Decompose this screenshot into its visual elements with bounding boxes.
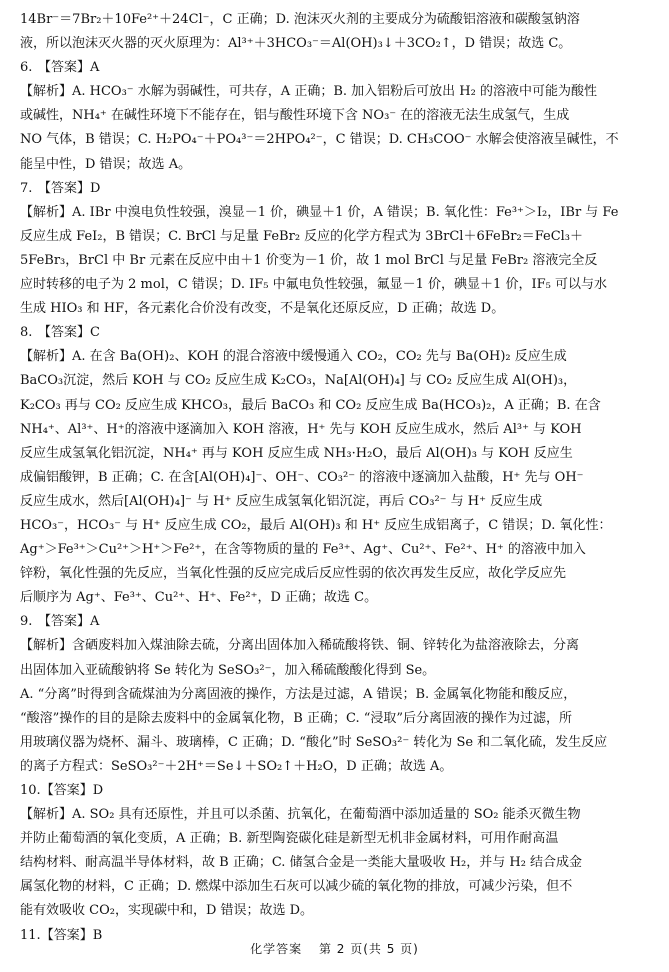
page-content — [20, 8, 653, 948]
question-item — [20, 779, 653, 924]
explanation-line: 反应生成水，然后[Al(OH)₄]⁻ 与 H⁺ 反应生成氢氧化铝沉淀，再后 CO₃²⁻ 与 H⁺ 反应生成 — [20, 493, 543, 509]
answer-line — [20, 321, 653, 345]
question-item — [20, 177, 653, 322]
footer-page-number: 第 2 页(共 5 页) — [318, 942, 419, 956]
question-number: 7. — [20, 180, 33, 196]
explanation-line: “酸溶”操作的目的是除去废料中的金属氧化物，B 正确；C. “浸取”后分离固液的操作为过滤，所 — [20, 710, 573, 726]
answer-items — [20, 56, 653, 947]
explanation-line: K₂CO₃ 再与 CO₂ 反应生成 KHCO₃，最后 BaCO₃ 和 CO₂ 反应生成 Ba(HCO₃)₂，A 正确；B. 在含 — [20, 397, 601, 413]
explanation-line: 后顺序为 Ag⁺、Fe³⁺、Cu²⁺、H⁺、Fe²⁺，D 正确；故选 C。 — [20, 590, 378, 606]
explanation-line: 成偏铝酸钾，B 正确；C. 在含[Al(OH)₄]⁻、OH⁻、CO₃²⁻ 的溶液中逐滴加入盐酸，H⁺ 先与 OH⁻ — [20, 469, 584, 485]
question-number: 6. — [20, 60, 33, 76]
answer-line — [20, 56, 653, 80]
footer-subject: 化学答案 — [250, 942, 303, 956]
question-item — [20, 56, 653, 176]
question-number: 9. — [20, 614, 33, 630]
explanation-line: 能呈中性，D 错误；故选 A。 — [20, 156, 192, 172]
explanation-line: HCO₃⁻，HCO₃⁻ 与 H⁺ 反应生成 CO₂，最后 Al(OH)₃ 和 H⁺ 反应生成铝离子，C 错误；D. 氧化性： — [20, 517, 612, 533]
explanation-line: 【解析】A. IBr 中溴电负性较强，溴显－1 价，碘显＋1 价，A 错误；B. 氧化性：Fe³⁺＞I₂，IBr 与 Fe — [20, 204, 619, 220]
answer-label: 【答案】C — [38, 325, 100, 341]
intro-line: 液，所以泡沫灭火器的灭火原理为：Al³⁺＋3HCO₃⁻＝Al(OH)₃↓＋3CO₂↑，D 错误；故选 C。 — [20, 36, 572, 52]
answer-line — [20, 610, 653, 634]
page-footer — [0, 940, 669, 957]
answer-label: 【答案】A — [38, 60, 100, 76]
explanation-line: 【解析】A. HCO₃⁻ 水解为弱碱性，可共存，A 正确；B. 加入铝粉后可放出 H₂ 的溶液中可能为酸性 — [20, 84, 597, 100]
question-number: 8. — [20, 325, 33, 341]
answer-label: 【答案】B — [40, 927, 103, 943]
explanation-line: 结构材料、耐高温半导体材料，故 B 正确；C. 储氢合金是一类能大量吸收 H₂，并与 H₂ 结合成金 — [20, 855, 583, 871]
explanation-line: 用玻璃仪器为烧杯、漏斗、玻璃棒，C 正确；D. “酸化”时 SeSO₃²⁻ 转化为 Se 和二氧化硫，发生反应 — [20, 734, 608, 750]
answer-label: 【答案】A — [38, 614, 100, 630]
explanation-line: 并防止葡萄酒的氧化变质，A 正确；B. 新型陶瓷碳化硅是新型无机非金属材料，可用作耐高温 — [20, 831, 559, 847]
answer-line — [20, 779, 653, 803]
explanation-line: 【解析】A. 在含 Ba(OH)₂、KOH 的混合溶液中缓慢通入 CO₂，CO₂ 先与 Ba(OH)₂ 反应生成 — [20, 349, 567, 365]
answer-label: 【答案】D — [38, 180, 101, 196]
explanation-line: BaCO₃沉淀，然后 KOH 与 CO₂ 反应生成 K₂CO₃，Na[Al(OH)₄] 与 CO₂ 反应生成 Al(OH)₃， — [20, 373, 577, 389]
answer-label: 【答案】D — [40, 783, 104, 798]
explanation-line: Ag⁺＞Fe³⁺＞Cu²⁺＞H⁺＞Fe²⁺，在含等物质的量的 Fe³⁺、Ag⁺、Cu²⁺、Fe²⁺、H⁺ 的溶液中加入 — [20, 542, 586, 558]
explanation-line: 反应生成 FeI₂，B 错误；C. BrCl 与足量 FeBr₂ 反应的化学方程式为 3BrCl＋6FeBr₂＝FeCl₃＋ — [20, 228, 584, 244]
question-number: 11. — [20, 927, 41, 943]
explanation-line: A. “分离”时得到含硫煤油为分离固液的操作，方法是过滤，A 错误；B. 金属氧化物能和酸反应， — [20, 686, 577, 702]
explanation-line: 【解析】含硒废料加入煤油除去硫，分离出固体加入稀硫酸将铁、铜、锌转化为盐溶液除去，分离 — [20, 638, 580, 654]
explanation-line: 锌粉，氧化性强的先反应，当氧化性强的反应完成后反应性弱的依次再发生反应，故化学反应先 — [20, 566, 567, 582]
intro-line: 14Br⁻＝7Br₂＋10Fe²⁺＋24Cl⁻，C 正确；D. 泡沫灭火剂的主要成分为硫酸铝溶液和碳酸氢钠溶 — [20, 12, 580, 27]
explanation-line: 属氢化物的材料，C 正确；D. 燃煤中添加生石灰可以减少硫的氧化物的排放，可减少污染，但不 — [20, 879, 573, 895]
answer-line — [20, 177, 653, 201]
explanation-line: 反应生成氢氧化铝沉淀，NH₄⁺ 再与 KOH 反应生成 NH₃·H₂O，最后 Al(OH)₃ 与 KOH 反应生 — [20, 445, 573, 461]
question-number: 10. — [20, 783, 41, 798]
explanation-line: 的离子方程式：SeSO₃²⁻＋2H⁺＝Se↓＋SO₂↑＋H₂O，D 正确；故选 A。 — [20, 758, 453, 774]
explanation-line: 5FeBr₃，BrCl 中 Br 元素在反应中由＋1 价变为－1 价，故 1 mol BrCl 与足量 FeBr₂ 溶液完全反 — [20, 252, 598, 268]
explanation-line: 出固体加入亚硫酸钠将 Se 转化为 SeSO₃²⁻，加入稀硫酸酸化得到 Se。 — [20, 662, 436, 678]
explanation-line: 或碱性，NH₄⁺ 在碱性环境下不能存在，铝与酸性环境下含 NO₃⁻ 在的溶液无法生成氢气，生成 — [20, 108, 570, 124]
explanation-line: 能有效吸收 CO₂，实现碳中和，D 错误；故选 D。 — [20, 903, 314, 919]
explanation-line: 【解析】A. SO₂ 具有还原性，并且可以杀菌、抗氧化，在葡萄酒中添加适量的 SO₂ 能杀灭微生物 — [20, 807, 581, 823]
explanation-line: 应时转移的电子为 2 mol，C 错误；D. IF₅ 中氟电负性较强，氟显－1 价，碘显＋1 价，IF₅ 可以与水 — [20, 277, 607, 293]
explanation-line: 生成 HIO₃ 和 HF，各元素化合价没有改变，不是氧化还原反应，D 正确；故选 D。 — [20, 301, 505, 317]
question-item — [20, 321, 653, 610]
explanation-line: NO 气体，B 错误；C. H₂PO₄⁻＋PO₄³⁻＝2HPO₄²⁻，C 错误；D. CH₃COO⁻ 水解会使溶液呈碱性，不 — [20, 132, 619, 148]
explanation-line: NH₄⁺、Al³⁺、H⁺的溶液中逐滴加入 KOH 溶液，H⁺ 先与 KOH 反应生成水，然后 Al³⁺ 与 KOH — [20, 421, 582, 437]
question-item — [20, 610, 653, 779]
